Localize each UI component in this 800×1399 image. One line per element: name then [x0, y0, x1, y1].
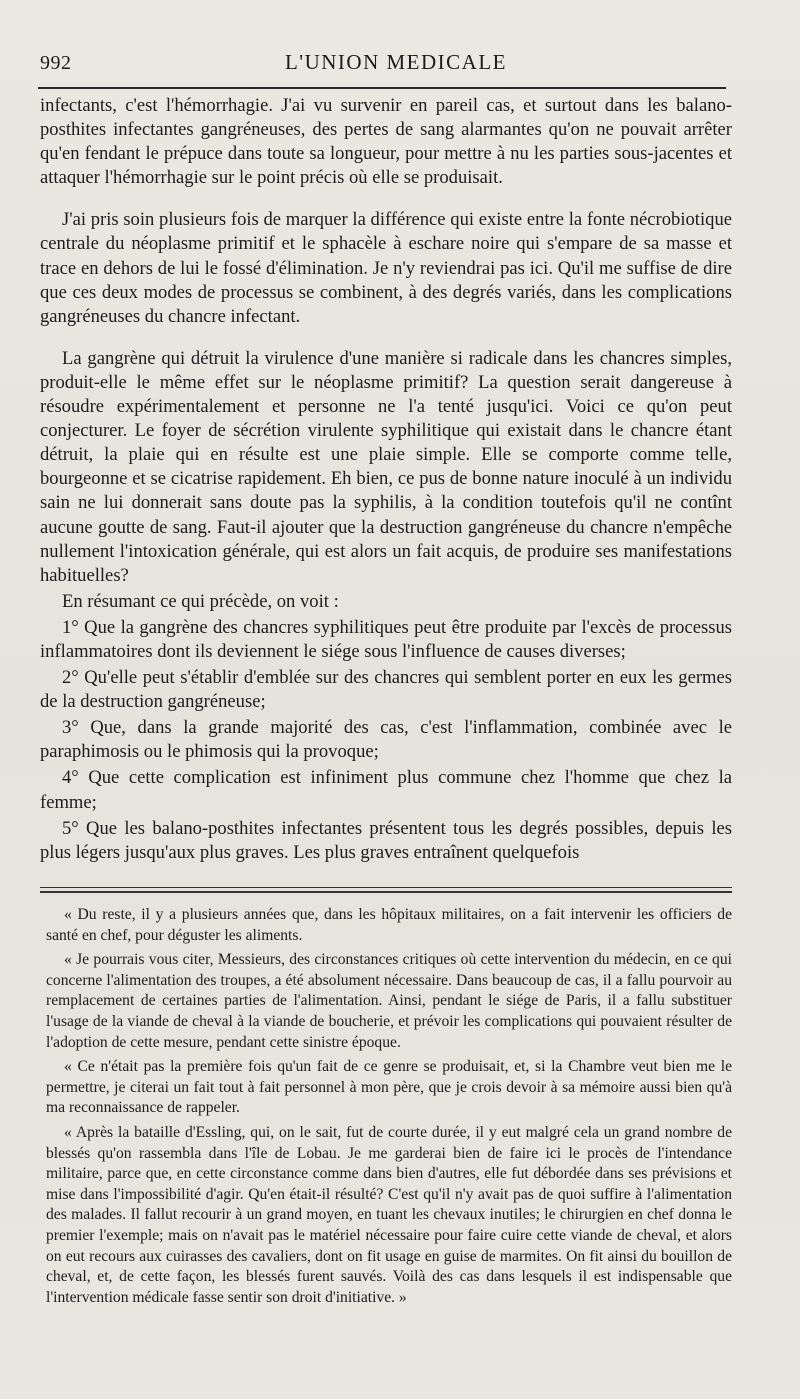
list-item: 1° Que la gangrène des chancres syphilitiques peut être produite par l'excès de processus inflammatoires dont ils deviennent le siége sous l'influence de causes diverses; — [40, 616, 732, 662]
paragraph: La gangrène qui détruit la virulence d'une manière si radicale dans les chancres simples, produit-elle le même effet sur le néoplasme primitif? La question serait dangereuse à résoudre expérimentalement et personne ne l'a tenté jusqu'ici. Voici ce qu'on peut conjecturer. Le foyer de sécrétion virulente syphilitique qui existait dans le chancre étant détruit, la plaie qui en résulte est une plaie simple. Elle se comporte comme telle, bourgeonne et se cicatrise rapidement. Eh bien, ce pus de bonne nature inoculé à un individu sain ne lui donnerait sans doute pas la syphilis, à la condition toutefois qu'il ne contînt aucune goutte de sang. Faut-il ajouter que la destruction gangréneuse du chancre n'empêche nullement l'intoxication générale, qui est alors un fait acquis, de produire ses manifestations habituelles? — [40, 347, 732, 586]
paragraph: J'ai pris soin plusieurs fois de marquer la différence qui existe entre la fonte nécrobiotique centrale du néoplasme primitif et le sphacèle à eschare noire qui s'empare de sa masse et trace en dehors de lui le fossé d'élimination. Je n'y reviendrai pas ici. Qu'il me suffise de dire que ces deux modes de processus se combinent, à des degrés variés, dans les complications gangréneuses du chancre infectant. — [40, 209, 732, 327]
footnote-paragraph: « Ce n'était pas la première fois qu'un fait de ce genre se produisait, et, si la Chambre veut bien me le permettre, je citerai un fait tout à fait personnel à mon père, que je crois devoir à sa mémoire aussi bien qu'à ma reconnaissance de rappeler. — [46, 1058, 732, 1117]
paragraph: En résumant ce qui précède, on voit : — [62, 590, 339, 612]
footnote-paragraph: « Du reste, il y a plusieurs années que, dans les hôpitaux militaires, on a fait intervenir les officiers de santé en chef, pour déguster les aliments. — [46, 906, 732, 944]
list-item: 2° Qu'elle peut s'établir d'emblée sur des chancres qui semblent porter en eux les germes de la destruction gangréneuse; — [40, 667, 732, 713]
paragraph: infectants, c'est l'hémorrhagie. J'ai vu survenir en pareil cas, et surtout dans les balano-posthites infectantes gangréneuses, des pertes de sang alarmantes qu'on ne pouvait arrêter qu'en fendant le prépuce dans toute sa longueur, pour mettre à nu les parties sous-jacentes et attaquer l'hémorrhagie sur le point précis où elle se produisait. — [40, 95, 732, 189]
footnote-rule — [40, 887, 732, 893]
list-item: 3° Que, dans la grande majorité des cas, c'est l'inflammation, combinée avec le paraphimosis ou le phimosis qui la provoque; — [40, 717, 732, 763]
running-title: L'UNION MEDICALE — [284, 50, 507, 74]
page-header — [36, 46, 756, 78]
main-text — [40, 94, 732, 865]
list-item: 5° Que les balano-posthites infectantes présentent tous les degrés possibles, depuis les plus légers jusqu'aux plus graves. Les plus graves entraînent quelquefois — [40, 817, 732, 863]
footnote-paragraph: « Je pourrais vous citer, Messieurs, des circonstances critiques où cette intervention du médecin, en ce qui concerne l'alimentation des troupes, a été absolument nécessaire. Dans beaucoup de cas, il a fallu pourvoir au remplacement de certaines parties de l'alimentation. Ainsi, pendant le siége de Paris, il a fallu substituer l'usage de la viande de cheval à la viande de boucherie, et prévoir les complications qui pouvaient résulter de l'adoption de cette mesure, pendant cette sinistre époque. — [46, 951, 732, 1051]
page-number: 992 — [40, 52, 72, 74]
list-item: 4° Que cette complication est infiniment plus commune chez l'homme que chez la femme; — [40, 767, 732, 813]
footnotes — [46, 905, 732, 1312]
footnote-paragraph: « Après la bataille d'Essling, qui, on le sait, fut de courte durée, il y eut malgré cela un grand nombre de blessés qu'on rassembla dans l'île de Lobau. Je me garderai bien de faire ici le procès de l'intendance militaire, parce que, en cette circonstance comme dans bien d'autres, elle fut débordée dans ses prévisions et mise dans l'impossibilité d'agir. Qu'en était-il résulté? C'est qu'il n'y avait pas de quoi suffire à l'alimentation des malades. Il fallut recourir à un grand moyen, en tuant les chevaux inutiles; le chirurgien en chef donna le premier l'exemple; mais on n'avait pas le matériel nécessaire pour faire cuire cette viande de cheval, et alors on eut recours aux cuirasses des cavaliers, dont on fit usage en guise de marmites. On fit ainsi du bouillon de cheval, et, de cette façon, les blessés furent sauvés. Voilà des cas dans lesquels il est indispensable que l'intervention médicale fasse sentir son droit d'initiative. » — [46, 1123, 732, 1306]
header-rule — [38, 87, 726, 89]
